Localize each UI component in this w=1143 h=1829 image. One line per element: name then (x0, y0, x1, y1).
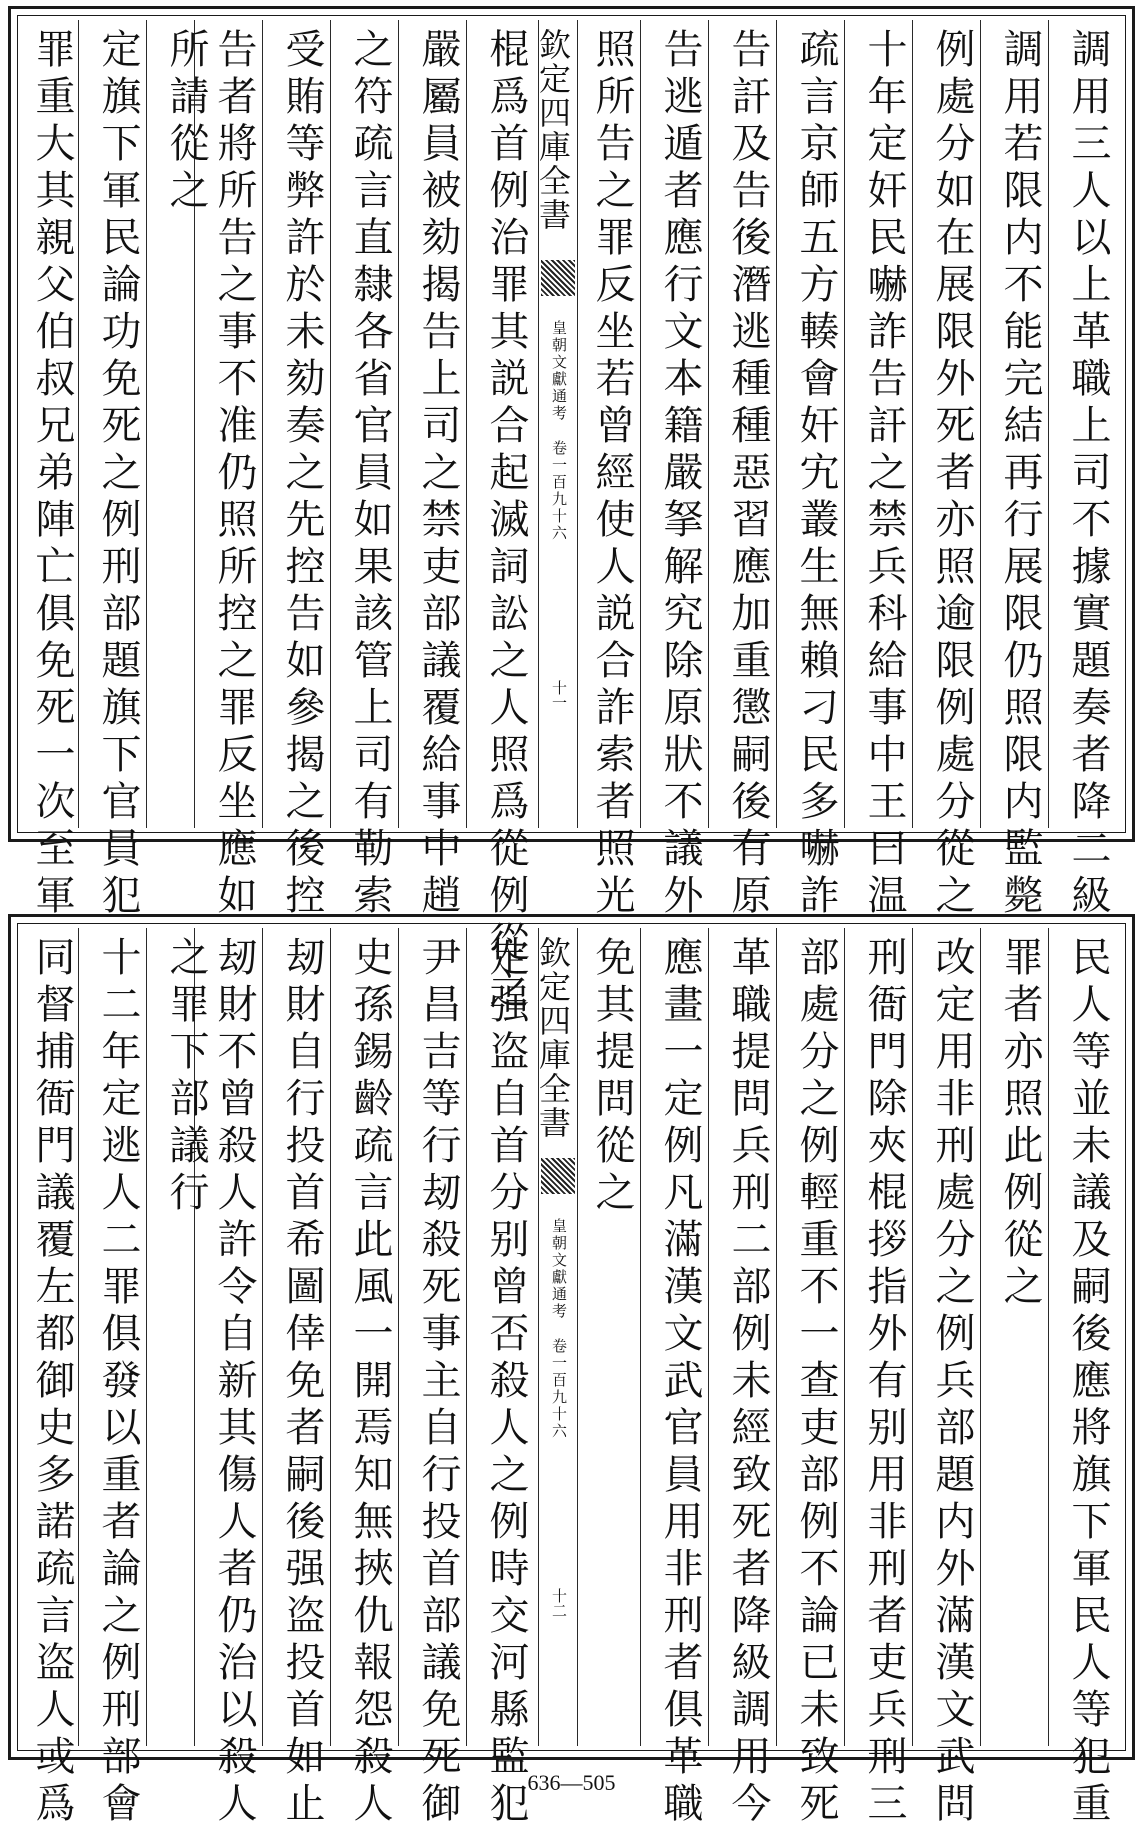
column-rule (912, 20, 913, 828)
top-page-scan (8, 6, 1135, 1015)
center-fold-band (534, 20, 578, 828)
text-column: 改定用非刑處分之例兵部題内外滿漢文武問 (929, 936, 975, 1829)
column-rule (640, 928, 641, 1746)
text-column: 十二年定逃人二罪俱發以重者論之例刑部會 (95, 936, 141, 1829)
column-rule (844, 928, 845, 1746)
text-column: 刼財自行投首希圖倖免者嗣後强盗投首如止 (279, 936, 325, 1829)
column-rule (776, 928, 777, 1746)
text-column: 罪者亦照此例從之 (997, 936, 1043, 1312)
text-column: 受賄等弊許於未劾奏之先控告如參揭之後控 (279, 28, 325, 921)
band-book-title: 皇朝文獻通考 (550, 1218, 568, 1320)
column-rule (980, 928, 981, 1746)
band-folio: 十一 (550, 680, 568, 710)
column-rule (262, 20, 263, 828)
column-rule (398, 20, 399, 828)
column-rule (330, 928, 331, 1746)
fish-tail-mark (541, 260, 575, 296)
text-column: 免其提問從之 (589, 936, 635, 1218)
column-rule (708, 20, 709, 828)
text-column: 告訐及告後潛逃種種惡習應加重懲嗣後有原 (725, 28, 771, 921)
text-column: 告逃遁者應行文本籍嚴拏解究除原狀不議外 (657, 28, 703, 921)
band-title: 欽定四庫全書 (534, 936, 572, 1140)
column-rule (776, 20, 777, 828)
band-book-title: 皇朝文獻通考 (550, 320, 568, 422)
text-column: 刑衙門除夾棍拶指外有别用非刑者吏兵刑三 (861, 936, 907, 1829)
text-column: 民人等並未議及嗣後應將旗下軍民人等犯重 (1065, 936, 1111, 1829)
fish-tail-mark (541, 1158, 575, 1194)
column-rule (466, 928, 467, 1746)
text-column: 刼財不曾殺人許令自新其傷人者仍治以殺人 (211, 936, 257, 1829)
column-rule (262, 928, 263, 1746)
column-rule (980, 20, 981, 828)
text-column: 革職提問兵刑二部例未經致死者降級調用今 (725, 936, 771, 1829)
column-rule (466, 20, 467, 828)
center-fold-band (534, 928, 578, 1746)
text-column: 尹昌吉等行刼殺死事主自行投首部議免死御 (415, 936, 461, 1829)
text-column: 罪重大其親父伯叔兄弟陣亡俱免死一次至軍 (29, 28, 75, 921)
column-rule (146, 928, 147, 1746)
text-column: 史孫錫齡疏言此風一開焉知無挾仇報怨殺人 (347, 936, 393, 1829)
text-column: 疏言京師五方輳會奸宄叢生無賴刁民多嚇詐 (793, 28, 839, 921)
column-rule (912, 928, 913, 1746)
text-column: 嚴屬員被劾揭告上司之禁吏部議覆給事中趙 (415, 28, 461, 921)
text-column: 調用若限内不能完結再行展限仍照限内監斃 (997, 28, 1043, 921)
column-rule (844, 20, 845, 828)
text-column: 照所告之罪反坐若曾經使人説合詐索者照光 (589, 28, 635, 921)
band-folio: 十二 (550, 1588, 568, 1618)
column-rule (330, 20, 331, 828)
band-volume: 卷一百九十六 (550, 1338, 568, 1440)
band-volume: 卷一百九十六 (550, 440, 568, 542)
text-column: 十年定奸民嚇詐告訐之禁兵科給事中王曰温 (861, 28, 907, 921)
text-column: 部處分之例輕重不一查吏部例不論已未致死 (793, 936, 839, 1829)
page-number: 636—505 (527, 1770, 616, 1795)
text-column: 告者將所告之事不准仍照所控之罪反坐應如 (211, 28, 257, 921)
text-column: 定强盗自首分别曾否殺人之例時交河縣監犯 (483, 936, 529, 1829)
column-rule (146, 20, 147, 828)
text-column: 之罪下部議行 (163, 936, 209, 1218)
text-column: 定旗下軍民論功免死之例刑部題旗下官員犯 (95, 28, 141, 921)
text-column: 所請從之 (163, 28, 209, 216)
column-rule (708, 928, 709, 1746)
text-column: 例處分如在展限外死者亦照逾限例處分從之 (929, 28, 975, 921)
text-column: 之符疏言直隸各省官員如果該管上司有勒索 (347, 28, 393, 921)
column-rule (640, 20, 641, 828)
text-column: 棍爲首例治罪其説合起滅詞訟之人照爲從例從之 (483, 28, 529, 1015)
text-column: 調用三人以上革職上司不據實題奏者降二級 (1065, 28, 1111, 921)
column-rule (1048, 20, 1049, 828)
band-title: 欽定四庫全書 (534, 28, 572, 232)
column-rule (398, 928, 399, 1746)
text-column: 應畫一定例凡滿漢文武官員用非刑者俱革職 (657, 936, 703, 1829)
column-rule (1048, 928, 1049, 1746)
text-column: 同督捕衙門議覆左都御史多諾疏言盗人或爲 (29, 936, 75, 1829)
